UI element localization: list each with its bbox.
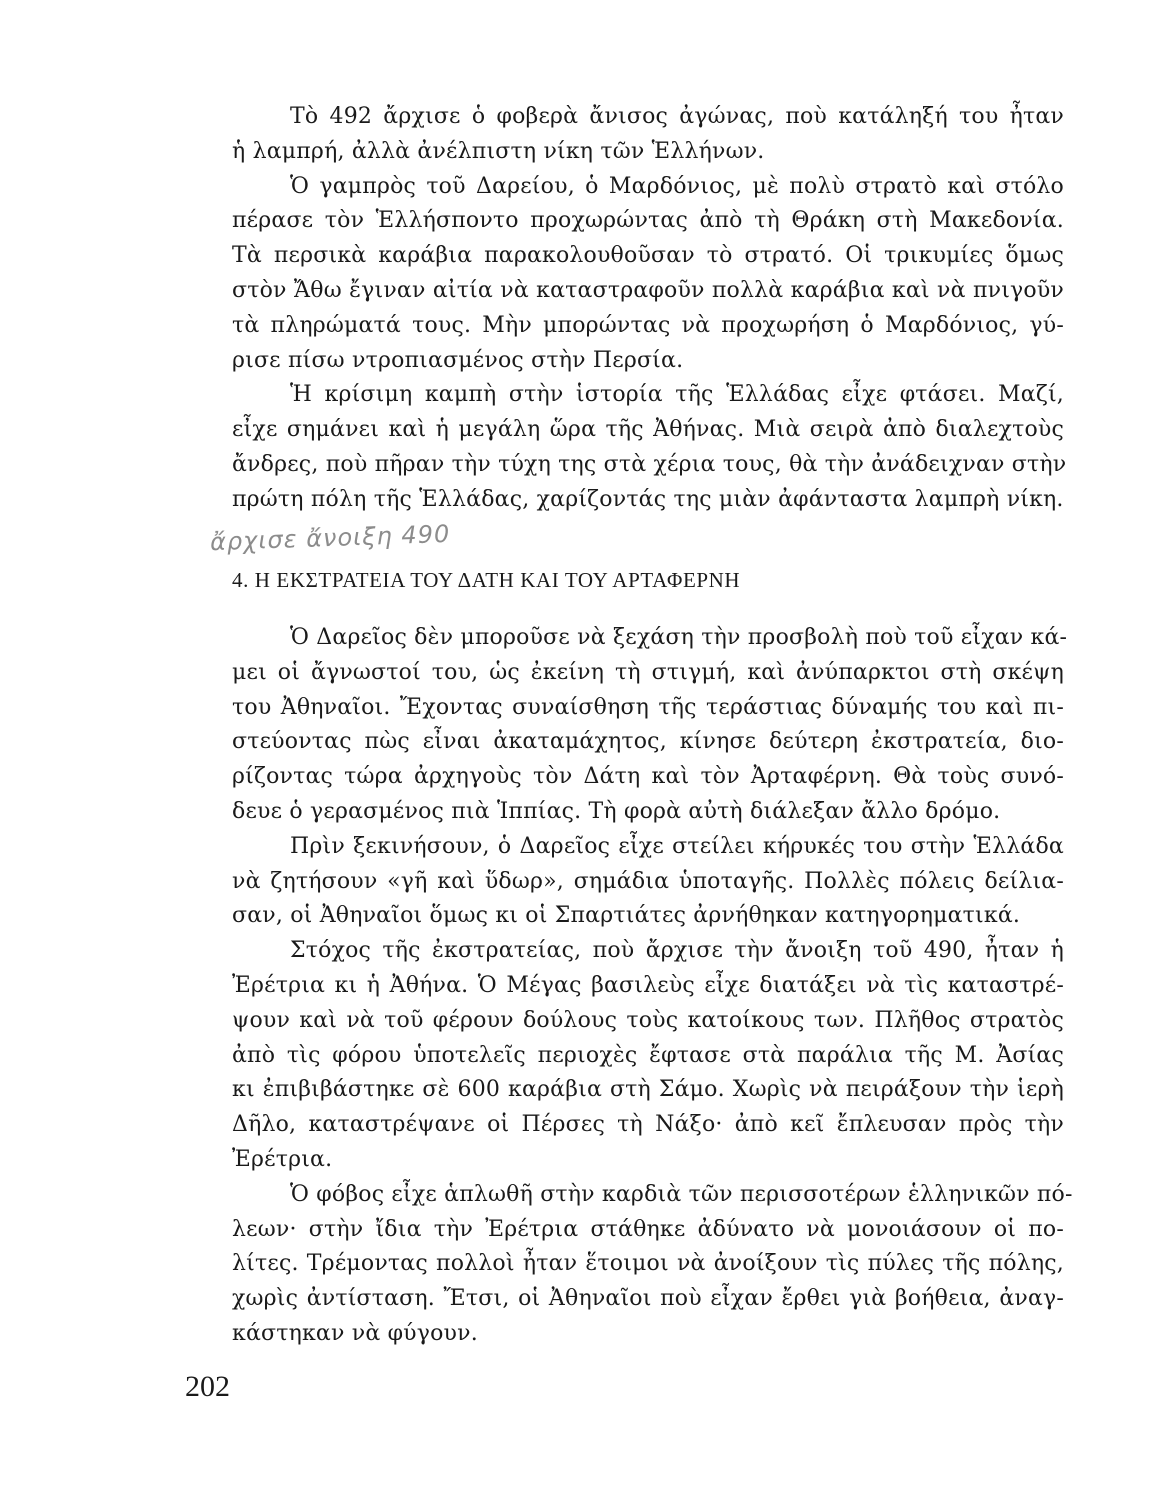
text-line: Πρὶν ξεκινήσουν, ὁ Δαρεῖος εἶχε στείλει κήρυκές του στὴν Ἑλλάδα	[290, 833, 1064, 859]
text-line: Ἐρέτρια.	[232, 1146, 333, 1172]
text-line: κι ἐπιβιβάστηκε σὲ 600 καράβια στὴ Σάμο. Χωρὶς νὰ πειράξουν τὴν ἱερὴ	[232, 1077, 1064, 1103]
text-line: ἀπὸ τὶς φόρου ὑποτελεῖς περιοχὲς ἔφτασε στὰ παράλια τῆς Μ. Ἀσίας	[232, 1042, 1064, 1068]
text-line: στὸν Ἄθω ἔγιναν αἰτία νὰ καταστραφοῦν πολλὰ καράβια καὶ νὰ πνιγοῦν	[232, 277, 1064, 303]
handwritten-annotation: ἄρχισε ἄνοιξη 490	[209, 519, 451, 557]
text-line: Ὁ φόβος εἶχε ἁπλωθῆ στὴν καρδιὰ τῶν περισσοτέρων ἑλληνικῶν πό-	[290, 1181, 1073, 1207]
text-line: του Ἀθηναῖοι. Ἔχοντας συναίσθηση τῆς τεράστιας δύναμής του καὶ πι-	[232, 694, 1064, 720]
text-line: ἡ λαμπρή, ἀλλὰ ἀνέλπιστη νίκη τῶν Ἑλλήνων.	[232, 138, 765, 164]
text-line: Στόχος τῆς ἐκστρατείας, ποὺ ἄρχισε τὴν ἄνοιξη τοῦ 490, ἦταν ἡ	[290, 938, 1064, 964]
page-number: 202	[185, 1370, 230, 1403]
text-line: εἶχε σημάνει καὶ ἡ μεγάλη ὥρα τῆς Ἀθήνας. Μιὰ σειρὰ ἀπὸ διαλεχτοὺς	[232, 417, 1064, 443]
bottom-text-block	[232, 621, 1073, 1352]
top-text-block	[232, 100, 1067, 518]
text-line: κάστηκαν νὰ φύγουν.	[232, 1320, 478, 1346]
text-line: Τὸ 492 ἄρχισε ὁ φοβερὰ ἄνισος ἀγώνας, ποὺ κατάληξή του ἦταν	[290, 104, 1064, 129]
text-line: τὰ πληρώματά τους. Μὴν μπορώντας νὰ προχωρήση ὁ Μαρδόνιος, γύ-	[232, 312, 1064, 338]
text-line: Ὁ Δαρεῖος δὲν μποροῦσε νὰ ξεχάση τὴν προσβολὴ ποὺ τοῦ εἶχαν κά-	[290, 625, 1068, 650]
text-line: ρισε πίσω ντροπιασμένος στὴν Περσία.	[232, 347, 684, 373]
text-line: λεων· στὴν ἴδια τὴν Ἐρέτρια στάθηκε ἀδύνατο νὰ μονοιάσουν οἱ πο-	[232, 1216, 1064, 1242]
text-line: μει οἱ ἄγνωστοί του, ὡς ἐκείνη τὴ στιγμή, καὶ ἀνύπαρκτοι στὴ σκέψη	[232, 659, 1064, 685]
text-line: λίτες. Τρέμοντας πολλοὶ ἦταν ἕτοιμοι νὰ ἀνοίξουν τὶς πύλες τῆς πόλης,	[232, 1251, 1064, 1277]
text-line: δευε ὁ γερασμένος πιὰ Ἱππίας. Τὴ φορὰ αὐτὴ διάλεξαν ἄλλο δρόμο.	[232, 798, 1001, 824]
text-line: Ἡ κρίσιμη καμπὴ στὴν ἱστορία τῆς Ἑλλάδας εἶχε φτάσει. Μαζί,	[290, 382, 1064, 408]
text-line: Ὁ γαμπρὸς τοῦ Δαρείου, ὁ Μαρδόνιος, μὲ πολὺ στρατὸ καὶ στόλο	[290, 173, 1064, 199]
text-line: νὰ ζητήσουν «γῆ καὶ ὕδωρ», σημάδια ὑποταγῆς. Πολλὲς πόλεις δείλια-	[232, 868, 1064, 894]
text-line: Δῆλο, καταστρέψανε οἱ Πέρσες τὴ Νάξο· ἀπὸ κεῖ ἔπλευσαν πρὸς τὴν	[232, 1112, 1064, 1138]
text-line: ρίζοντας τώρα ἀρχηγοὺς τὸν Δάτη καὶ τὸν Ἀρταφέρνη. Θὰ τοὺς συνό-	[232, 764, 1064, 790]
text-line: ἄνδρες, ποὺ πῆραν τὴν τύχη της στὰ χέρια τους, θὰ τὴν ἀνάδειχναν στὴν	[232, 451, 1067, 477]
text-line: Τὰ περσικὰ καράβια παρακολουθοῦσαν τὸ στρατό. Οἱ τρικυμίες ὅμως	[232, 243, 1064, 269]
text-line: πρώτη πόλη τῆς Ἑλλάδας, χαρίζοντάς της μιὰν ἀφάνταστα λαμπρὴ νίκη.	[232, 486, 1064, 512]
text-line: σαν, οἱ Ἀθηναῖοι ὅμως κι οἱ Σπαρτιάτες ἀρνήθηκαν κατηγορηματικά.	[232, 903, 1021, 929]
text-line: Ἐρέτρια κι ἡ Ἀθήνα. Ὁ Μέγας βασιλεὺς εἶχε διατάξει νὰ τὶς καταστρέ-	[232, 972, 1064, 998]
text-line: ψουν καὶ νὰ τοῦ φέρουν δούλους τοὺς κατοίκους των. Πλῆθος στρατὸς	[232, 1007, 1064, 1033]
text-line: χωρὶς ἀντίσταση. Ἔτσι, οἱ Ἀθηναῖοι ποὺ εἶχαν ἔρθει γιὰ βοήθεια, ἀναγ-	[232, 1286, 1064, 1312]
text-line: στεύοντας πὼς εἶναι ἀκαταμάχητος, κίνησε δεύτερη ἐκστρατεία, διο-	[232, 729, 1064, 755]
section-heading: 4. Η ΕΚΣΤΡΑΤΕΙΑ ΤΟΥ ΔΑΤΗ ΚΑΙ ΤΟΥ ΑΡΤΑΦΕΡΝΗ	[232, 568, 741, 592]
text-line: πέρασε τὸν Ἑλλήσποντο προχωρώντας ἀπὸ τὴ Θράκη στὴ Μακεδονία.	[232, 208, 1064, 234]
